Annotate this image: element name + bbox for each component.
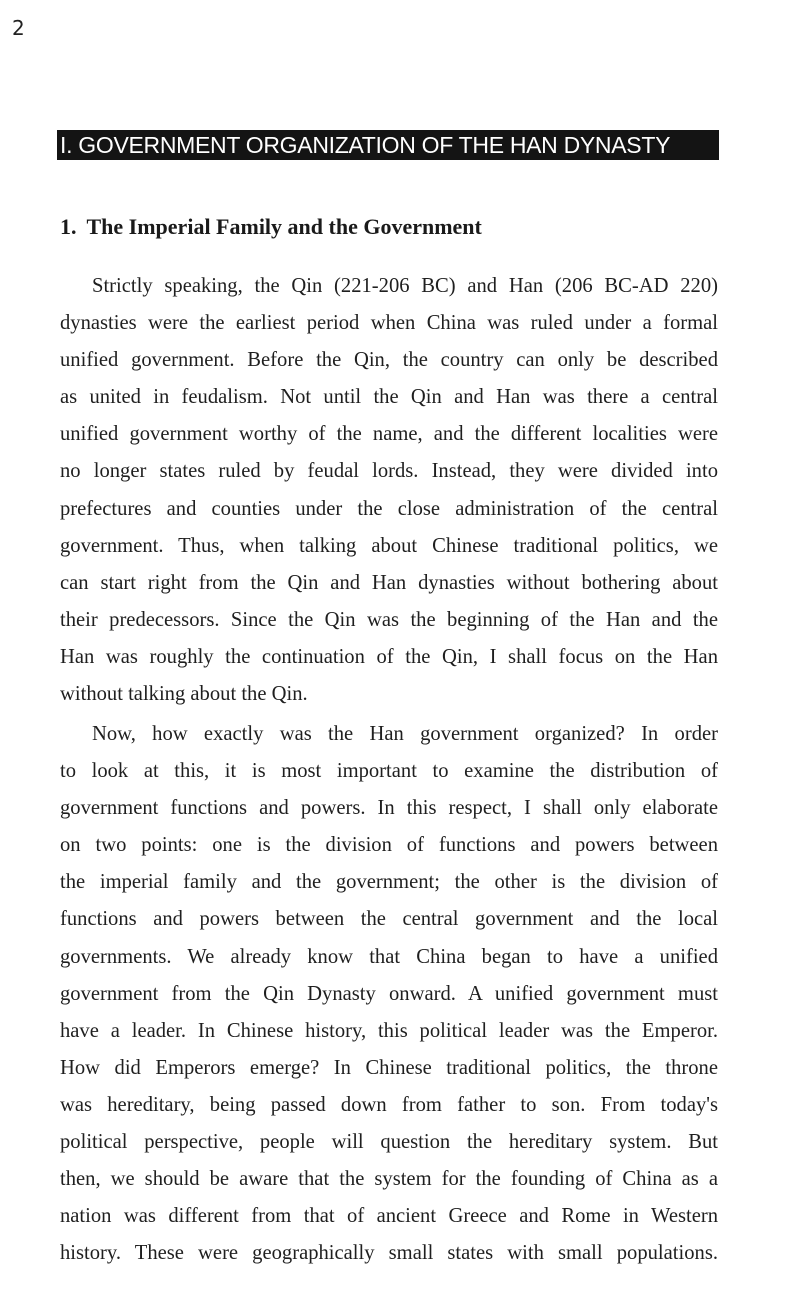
page-number: 2 [12,16,25,40]
paragraph-line: was hereditary, being passed down from father to son. From today's [60,1093,718,1116]
paragraph-2 [60,716,718,1272]
paragraph-line: without talking about the Qin. [60,683,308,706]
paragraph-1 [60,268,718,713]
section-heading [60,214,482,240]
paragraph-line: on two points: one is the division of functions and powers between [60,834,718,857]
paragraph-line: Strictly speaking, the Qin (221-206 BC) and Han (206 BC-AD 220) [92,275,718,297]
paragraph-line: as united in feudalism. Not until the Qin and Han was there a central [60,386,718,409]
paragraph-line: history. These were geographically small states with small populations. [60,1242,718,1265]
paragraph-line: to look at this, it is most important to examine the distribution of [60,760,718,783]
paragraph-line: dynasties were the earliest period when China was ruled under a formal [60,312,718,335]
paragraph-line: their predecessors. Since the Qin was the beginning of the Han and the [60,608,718,631]
paragraph-line: then, we should be aware that the system for the founding of China as a [60,1168,718,1191]
paragraph-line: government from the Qin Dynasty onward. A unified government must [60,982,718,1005]
paragraph-line: no longer states ruled by feudal lords. Instead, they were divided into [60,460,718,483]
paragraph-line: government. Thus, when talking about Chinese traditional politics, we [60,534,718,557]
paragraph-line: unified government worthy of the name, and the different localities were [60,423,718,446]
chapter-title-banner: I. GOVERNMENT ORGANIZATION OF THE HAN DYNASTY [57,130,719,160]
paragraph-line: have a leader. In Chinese history, this political leader was the Emperor. [60,1019,718,1042]
paragraph-line: the imperial family and the government; the other is the division of [60,871,718,894]
paragraph-line: Han was roughly the continuation of the Qin, I shall focus on the Han [60,645,718,668]
paragraph-line: How did Emperors emerge? In Chinese traditional politics, the throne [60,1056,718,1079]
paragraph-line: nation was different from that of ancient Greece and Rome in Western [60,1205,718,1228]
paragraph-line: governments. We already know that China began to have a unified [60,945,718,968]
section-number: 1. [60,214,77,239]
paragraph-line: unified government. Before the Qin, the country can only be described [60,349,718,372]
paragraph-line: Now, how exactly was the Han government organized? In order [92,723,718,745]
paragraph-line: government functions and powers. In this respect, I shall only elaborate [60,797,718,820]
paragraph-line: can start right from the Qin and Han dynasties without bothering about [60,571,718,594]
section-title: The Imperial Family and the Government [86,214,482,239]
paragraph-line: political perspective, people will question the hereditary system. But [60,1131,718,1154]
paragraph-line: prefectures and counties under the close administration of the central [60,497,718,520]
paragraph-line: functions and powers between the central government and the local [60,908,718,931]
